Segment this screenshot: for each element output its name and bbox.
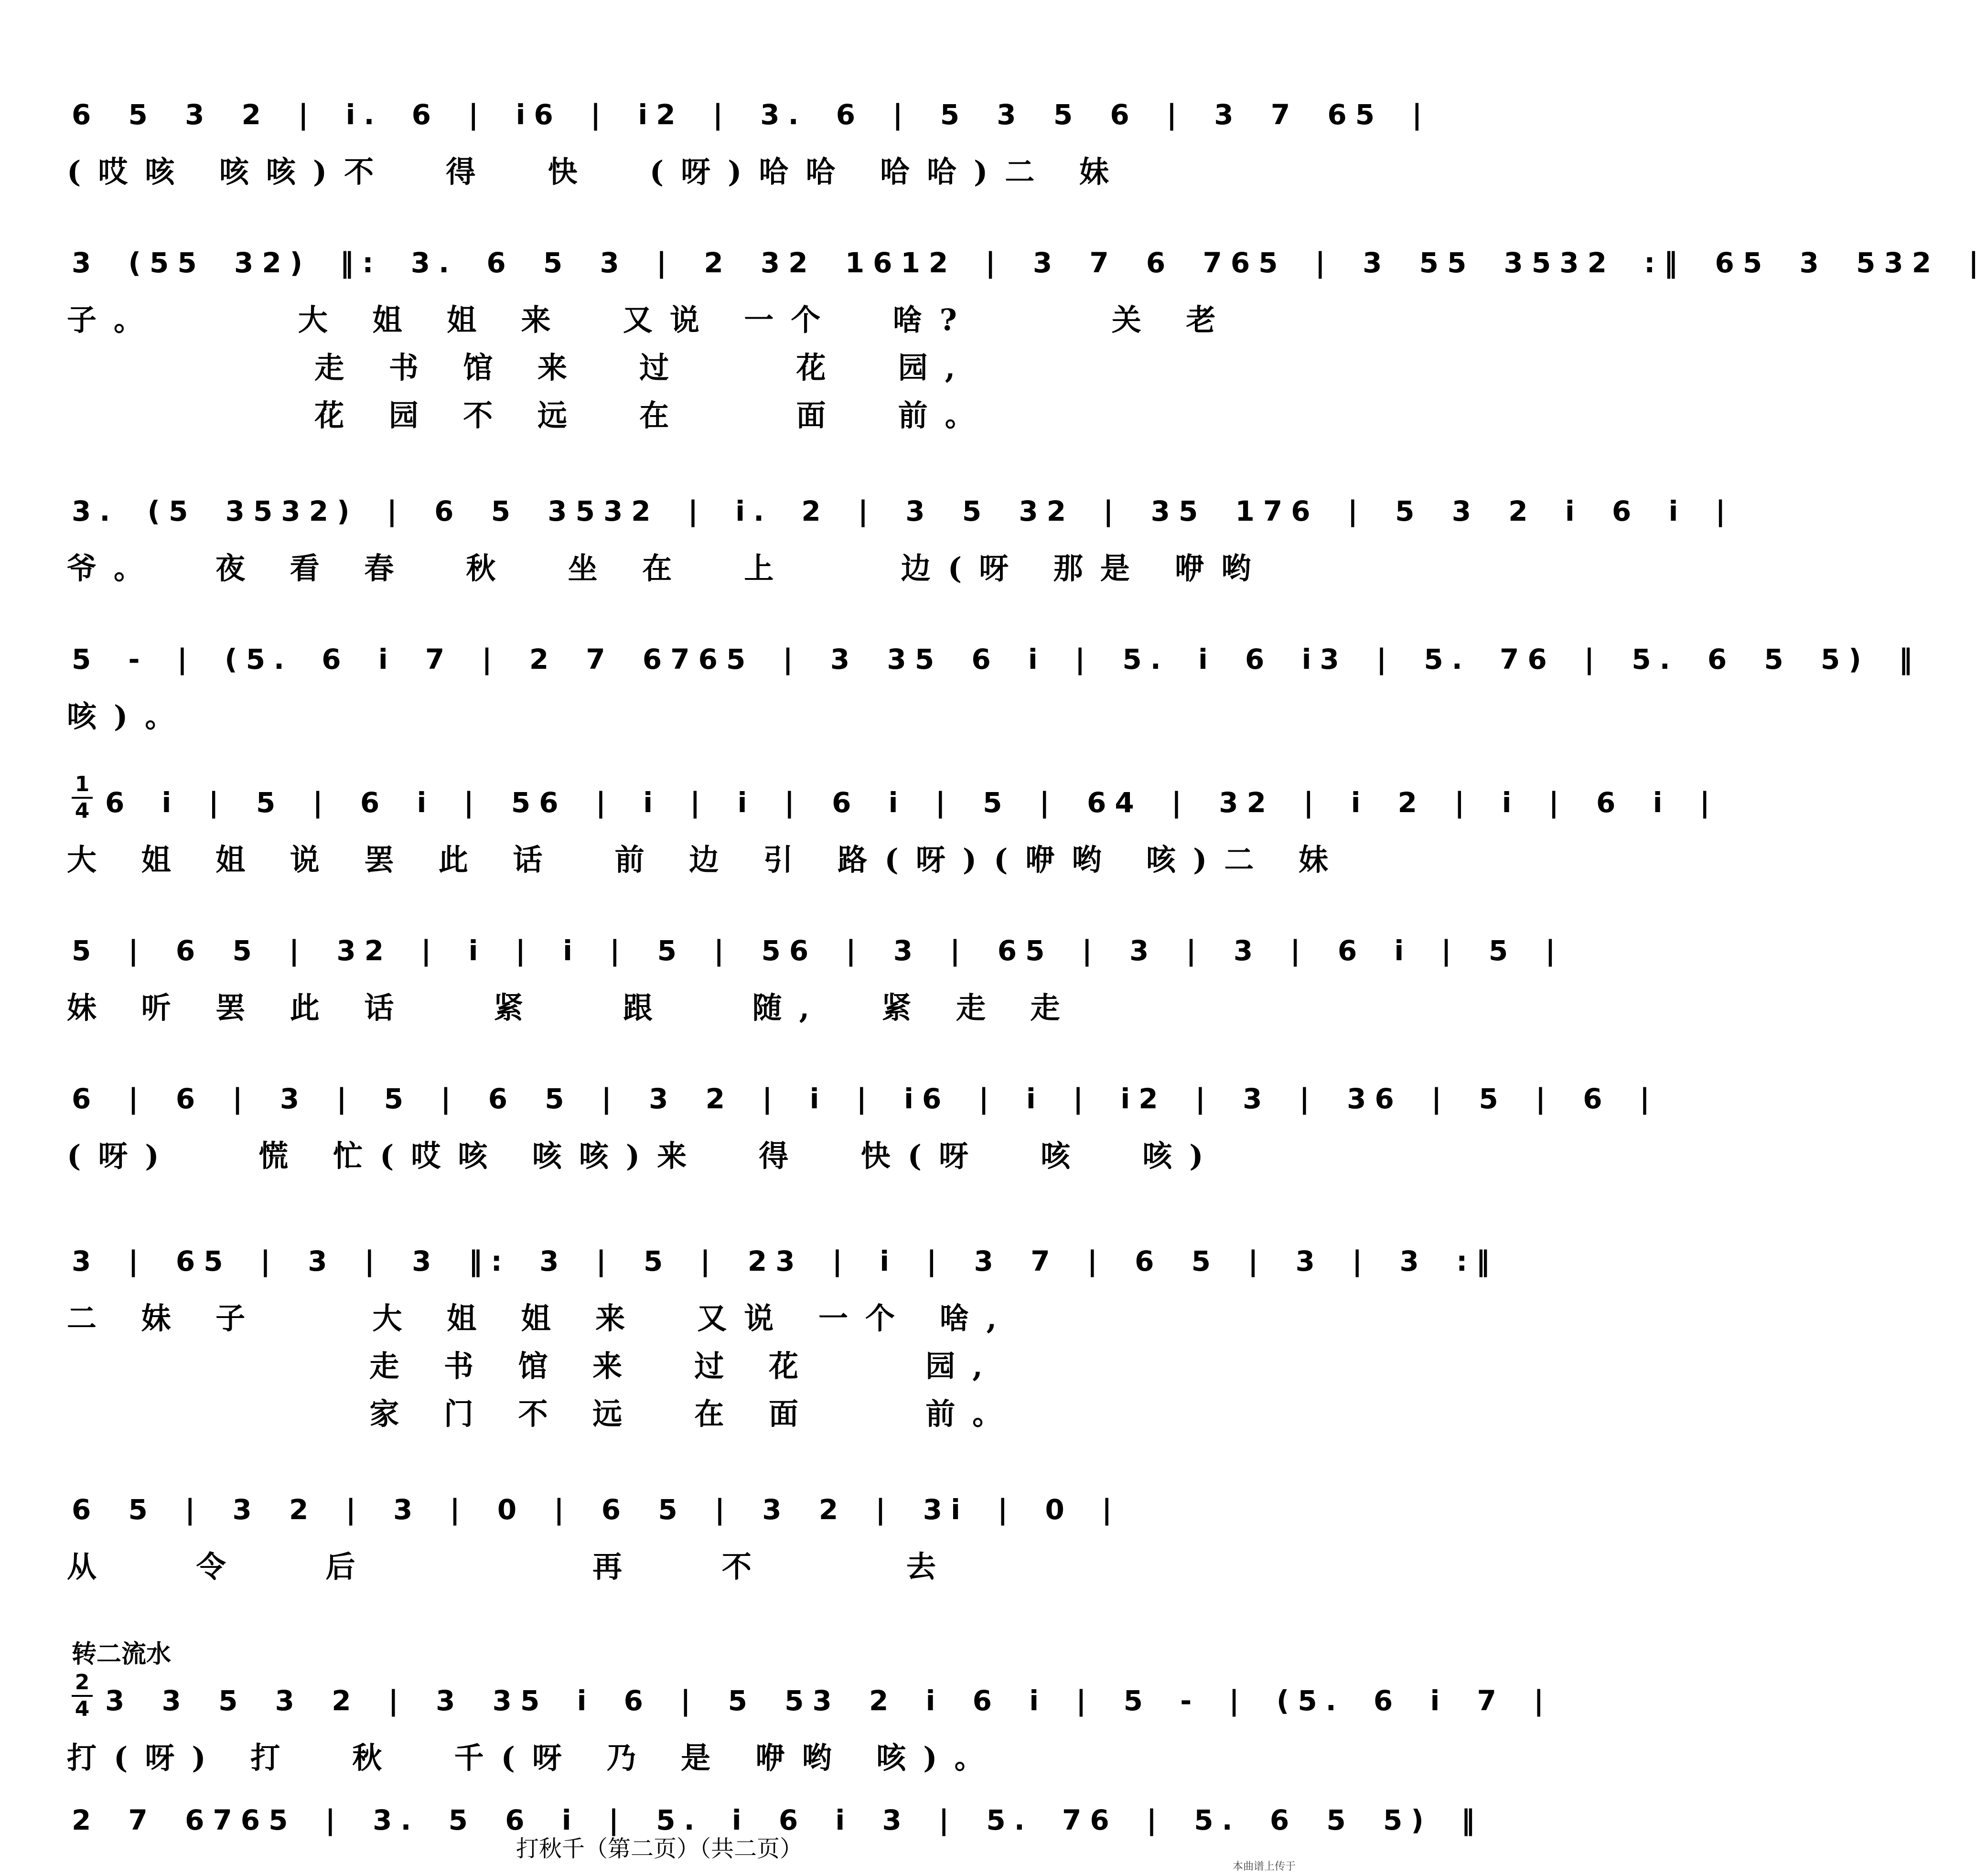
notation-line: 2 7 6765 | 3. 5 6 i | 5. i 6 i 3 | 5. 76 | 5. 6 5 5) ‖	[72, 1804, 1484, 1836]
lyric-line: 打(呀) 打 秋 千(呀 乃 是 咿哟 咳)。	[67, 1740, 1001, 1775]
lyric-line: 花 园 不 远 在 面 前。	[67, 398, 992, 433]
notation-line: 6 | 6 | 3 | 5 | 6 5 | 3 2 | i | i6 | i | i2 | 3 | 36 | 5 | 6 |	[72, 1083, 1659, 1115]
notation-line: 3 (55 32) ‖: 3. 6 5 3 | 2 32 1612 | 3 7 6 765 | 3 55 3532 :‖ 65 3 532 |	[72, 247, 1987, 279]
notation-line: 3 | 65 | 3 | 3 ‖: 3 | 5 | 23 | i | 3 7 | 6 5 | 3 | 3 :‖	[72, 1245, 1499, 1277]
lyric-line: 二 妹 子 大 姐 姐 来 又说 一个 啥,	[67, 1301, 1014, 1336]
watermark-text: 本曲谱上传于	[1233, 1861, 1296, 1873]
notation-line: 3. (5 3532) | 6 5 3532 | i. 2 | 3 5 32 | 35 176 | 5 3 2 i 6 i |	[72, 495, 1734, 527]
notation-line: 6 i | 5 | 6 i | 56 | i | i | 6 i | 5 | 64 | 32 | i 2 | i | 6 i |	[105, 786, 1718, 819]
lyric-line: (呀) 慌 忙(哎咳 咳咳)来 得 快(呀 咳 咳)	[67, 1138, 1221, 1173]
lyric-line: 家 门 不 远 在 面 前。	[67, 1396, 1020, 1431]
lyric-line: 子。 大 姐 姐 来 又说 一个 啥? 关 老	[67, 302, 1233, 337]
lyric-line: (哎咳 咳咳)不 得 快 (呀)哈哈 哈哈)二 妹	[67, 154, 1126, 189]
tempo-marking: 转二流水	[72, 1640, 172, 1669]
lyric-line: 妹 听 罢 此 话 紧 跟 随, 紧 走 走	[67, 990, 1077, 1025]
notation-line: 6 5 3 2 | i. 6 | i6 | i2 | 3. 6 | 5 3 5 6 | 3 7 65 |	[72, 98, 1431, 131]
time-signature: 1 4	[72, 774, 93, 822]
lyric-line: 咳)。	[67, 699, 192, 734]
lyric-line: 大 姐 姐 说 罢 此 话 前 边 引 路(呀)(咿哟 咳)二 妹	[67, 842, 1345, 877]
lyric-line: 走 书 馆 来 过 花 园,	[67, 1349, 1000, 1383]
time-signature: 2 4	[72, 1672, 93, 1720]
notation-line: 6 5 | 3 2 | 3 | 0 | 6 5 | 3 2 | 3i | 0 |	[72, 1493, 1121, 1526]
lyric-line: 从 令 后 再 不 去	[67, 1549, 953, 1584]
notation-line: 5 - | (5. 6 i 7 | 2 7 6765 | 3 35 6 i | 5. i 6 i3 | 5. 76 | 5. 6 5 5) ‖	[72, 643, 1921, 675]
lyric-line: 爷。 夜 看 春 秋 坐 在 上 边(呀 那是 咿哟	[67, 551, 1268, 586]
lyric-line: 走 书 馆 来 过 花 园,	[67, 350, 973, 385]
notation-line: 5 | 6 5 | 32 | i | i | 5 | 56 | 3 | 65 | 3 | 3 | 6 i | 5 |	[72, 934, 1564, 967]
notation-line: 3 3 5 3 2 | 3 35 i 6 | 5 53 2 i 6 i | 5 - | (5. 6 i 7 |	[105, 1684, 1553, 1717]
footer-caption: 打秋千（第二页）（共二页）	[516, 1835, 803, 1862]
